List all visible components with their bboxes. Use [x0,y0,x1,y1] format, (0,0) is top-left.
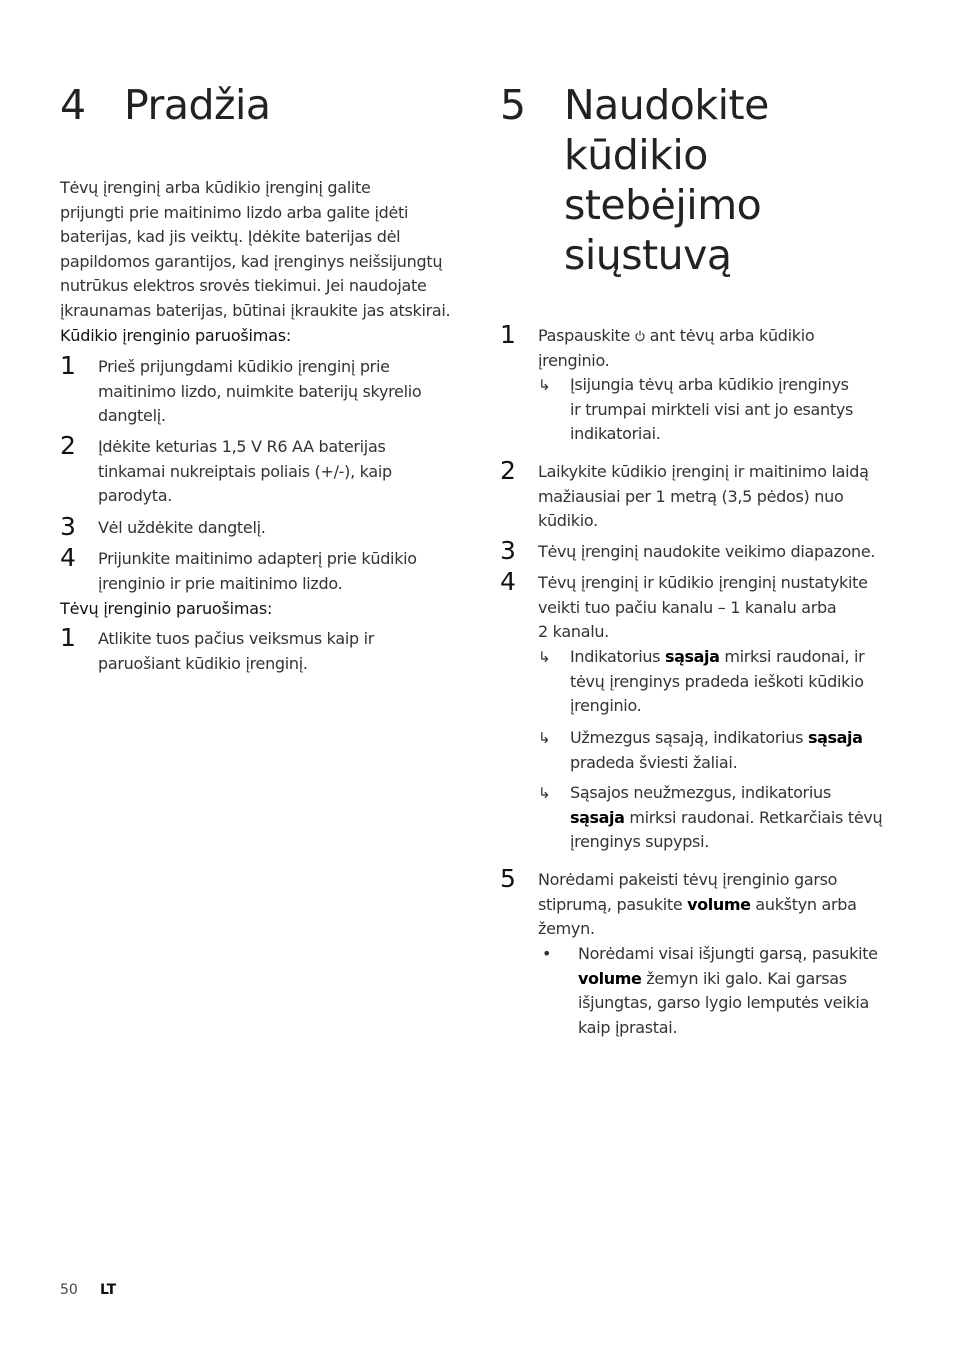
result-line: tėvų įrenginys pradeda ieškoti kūdikio [570,671,864,691]
result-arrow-icon: ↳ [538,784,551,802]
section-number: 4 [60,81,86,129]
result-text [570,726,890,775]
step-line: žemyn. [538,919,595,939]
step-text [538,460,898,534]
intro-line: papildomos garantijos, kad įrenginys neišsijungtų [60,251,443,271]
indicator-name: sąsaja [665,647,720,666]
bullet-line: Norėdami visai išjungti garsą, pasukite [578,944,878,963]
step-line: veikti tuo pačiu kanalu – 1 kanalu arba [538,597,837,617]
result-line: įrenginys supypsi. [570,832,710,852]
power-icon [635,330,645,342]
step-line: Vėl uždėkite dangtelį. [98,518,266,537]
section-title-line: stebėjimo [564,181,762,229]
result-text [570,373,890,447]
step-line: Prieš prijungdami kūdikio įrenginį prie [98,357,390,376]
subheading-colon: : [285,326,292,345]
step-line: maitinimo lizdo, nuimkite baterijų skyrelio [98,381,422,401]
result-text-part: mirksi raudonai, ir [724,647,865,666]
bullet-line: kaip įprastai. [578,1017,678,1037]
subheading-parent-unit-prep [60,597,272,621]
indicator-name: sąsaja [808,728,863,747]
step-line [538,324,898,349]
intro-line: baterijas, kad jis veiktų. Įdėkite baterijas dėl [60,227,401,247]
intro-line: prijungti prie maitinimo lizdo arba galite įdėti [60,202,409,222]
step-line: Tėvų įrenginį naudokite veikimo diapazone. [538,542,876,561]
result-line [570,806,890,831]
result-text-part: Užmezgus sąsają, indikatorius [570,728,804,747]
bullet-line [578,967,888,992]
result-text [570,645,890,719]
section-title [564,80,904,280]
step-number: 1 [60,623,76,652]
step-number: 4 [500,567,516,596]
step-number: 3 [500,536,516,565]
subheading-label: Kūdikio įrenginio paruošimas [60,326,286,345]
bullet-text-part: žemyn iki galo. Kai garsas [646,968,847,988]
indicator-name: sąsaja [570,807,625,827]
step-text [98,627,458,676]
language-code: LT [100,1282,117,1298]
result-line [570,645,890,670]
intro-line: įkraunamas baterijas, būtinai įkraukite jas atskirai. [60,300,451,320]
step-line: Laikykite kūdikio įrenginį ir maitinimo laidą [538,462,869,481]
section-title-line: siųstuvą [564,231,732,279]
result-line: įrenginio. [570,696,642,716]
step-line: Norėdami pakeisti tėvų įrenginio garso [538,870,838,889]
subheading-colon: : [267,599,273,618]
intro-line: Tėvų įrenginį arba kūdikio įrenginį galite [60,178,371,197]
step-number: 2 [500,456,516,485]
step-line: tinkamai nukreiptais poliais (+/-), kaip [98,461,392,481]
section-title-line: kūdikio [564,131,708,179]
control-name: volume [687,894,751,914]
result-line [570,726,890,751]
step-text [98,435,458,509]
page-number: 50 [60,1282,78,1298]
step-text [538,540,898,565]
step-line: Tėvų įrenginį ir kūdikio įrenginį nustatykite [538,573,868,592]
subheading-label: Tėvų įrenginio paruošimas [60,599,268,618]
control-name: volume [578,968,642,988]
step-text-part: aukštyn arba [755,894,857,914]
step-number: 3 [60,512,76,541]
step-line: Įdėkite keturias 1,5 V R6 AA baterijas [98,437,386,456]
result-line: ir trumpai mirkteli visi ant jo esantys [570,399,854,419]
bullet-icon: • [542,944,552,963]
step-line: parodyta. [98,486,173,506]
step-text-part: ant tėvų arba kūdikio [649,326,815,345]
subheading-baby-unit-prep [60,324,291,348]
section-title: Pradžia [124,81,271,129]
result-text-part: mirksi raudonai. Retkarčiais tėvų [629,807,883,827]
result-arrow-icon: ↳ [538,729,551,747]
bullet-line: išjungtas, garso lygio lemputės veikia [578,993,869,1013]
step-text [98,516,458,541]
result-text-part: Indikatorius [570,647,661,666]
step-line: mažiausiai per 1 metrą (3,5 pėdos) nuo [538,486,844,506]
step-text-part: Paspauskite [538,326,631,345]
step-number: 1 [60,351,76,380]
intro-paragraph [60,176,460,324]
result-line: indikatoriai. [570,424,661,444]
intro-line: nutrūkus elektros srovės tiekimui. Jei naudojate [60,276,427,296]
step-number: 4 [60,543,76,572]
result-arrow-icon: ↳ [538,648,551,666]
result-text [570,781,890,855]
step-line: paruošiant kūdikio įrenginį. [98,653,308,673]
result-line: Įsijungia tėvų arba kūdikio įrenginys [570,375,849,394]
step-text [538,571,898,645]
section-title-line: Naudokite [564,81,769,129]
step-line: kūdikio. [538,511,598,531]
step-line: įrenginio ir prie maitinimo lizdo. [98,573,343,593]
step-line: Atlikite tuos pačius veiksmus kaip ir [98,629,375,648]
step-number: 1 [500,320,516,349]
step-number: 5 [500,864,516,893]
step-text [538,324,898,373]
step-line: Prijunkite maitinimo adapterį prie kūdikio [98,549,417,568]
result-line: Sąsajos neužmezgus, indikatorius [570,783,831,802]
step-text-part: stiprumą, pasukite [538,894,683,914]
step-line: įrenginio. [538,350,610,370]
step-line: dangtelį. [98,406,166,426]
result-line: pradeda šviesti žaliai. [570,752,738,772]
step-number: 2 [60,431,76,460]
step-text [98,355,458,429]
step-line [538,893,898,918]
bullet-text [578,942,888,1040]
step-text [98,547,458,596]
step-line: 2 kanalu. [538,622,609,642]
section-number: 5 [500,81,526,129]
result-arrow-icon: ↳ [538,376,551,394]
step-text [538,868,898,942]
